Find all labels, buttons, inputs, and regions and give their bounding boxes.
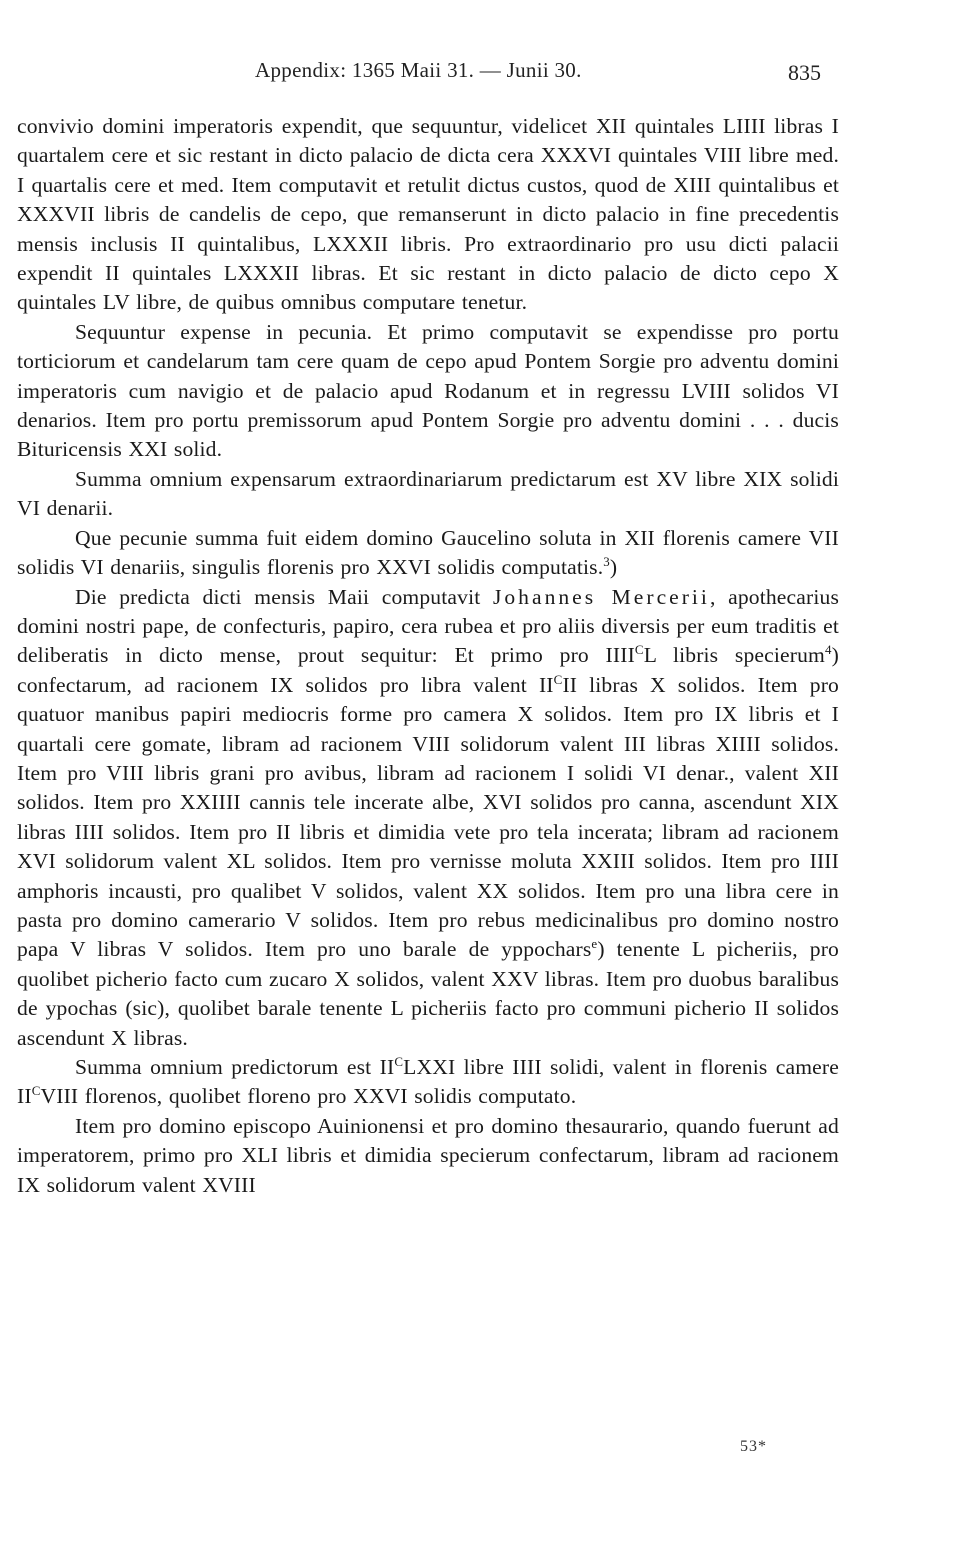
paragraph-1: convivio domini imperatoris expendit, que sequuntur, videlicet XII quintales LIIII libras I quartalem cere et sic restant in dicto palacio de dicta cera XXXVI quintales VIII libre med. I quartalis cere et med. Item computavit et retulit dictus custos, quod de XIII quintalibus et XXXVII libris de candelis de cepo, que remanserunt in dicto palacio in fine precedentis mensis inclusis II quintalibus, LXXXII libris. Pro extraordinario pro usu dicti palacii expendit II quintales LXXXII libras. Et sic restant in dicto palacio de dicto cepo X quintales LV libre, de quibus omnibus computare tenetur. xyxy=(17,114,839,315)
p6-b: LXXI libre IIII solidi, valent in florenis camere II xyxy=(17,1055,839,1109)
sup-c-2: C xyxy=(553,671,563,687)
sup-c-1: C xyxy=(634,642,644,658)
p5-b: , apothecarius domini nostri pape, de confecturis, papiro, cera rubea et pro aliis diversis per eum traditis et deliberatis in dicto mense, prout sequitur: Et primo pro IIII xyxy=(17,584,839,668)
p5-e: II libras X solidos. Item pro quatuor manibus papiri mediocris forme pro camera X solidos. Item pro IX libris et I quartali cere gomate, libram ad racionem VIII solidorum valent III libras XIIII solidos. Item pro VIII libris grani pro avibus, libram ad racionem I solidi VI denar., valent XII solidos. Item pro XXIIII cannis tele incerate albe, XVI solidos pro canna, ascendunt XIX libras IIII solidos. Item pro II libris et dimidia vete pro tela incerata; libram ad racionem XVI solidorum valent XL solidos. Item pro vernisse moluta XXIII solidos. Item pro IIII amphoris incausti, pro qualibet V solidos, valent XX solidos. Item pro una libra cere in pasta pro domino camerario V solidos. Item pro rebus medicinalibus pro domino nostro papa V libras V solidos. Item pro uno barale de yppochars xyxy=(17,672,839,962)
running-head: Appendix: 1365 Maii 31. — Junii 30. xyxy=(255,58,582,82)
signature-mark: 53* xyxy=(740,1438,767,1455)
p5-c: L libris specierum xyxy=(643,643,826,668)
person-name: Johannes Mercerii xyxy=(492,584,710,609)
paragraph-3: Summa omnium expensarum extraordinariarum predictarum est XV libre XIX solidi VI denarii. xyxy=(17,466,839,521)
paragraph-4 xyxy=(17,524,839,583)
p6-a: Summa omnium predictorum est II xyxy=(75,1055,395,1079)
sup-c-3: C xyxy=(394,1053,404,1069)
footnote-ref-e: e xyxy=(591,936,598,952)
body-text xyxy=(17,112,839,1200)
paragraph-2: Sequuntur expense in pecunia. Et primo computavit se expendisse pro portu torticiorum et candelarum tam cere quam de cepo apud Pontem Sorgie pro adventu domini imperatoris cum navigio et de palacio apud Rodanum et in regressu LVIII solidos VI denarios. Item pro portu premissorum apud Pontem Sorgie pro adventu domini . . . ducis Bituricensis XXI solid. xyxy=(17,319,839,462)
footnote-ref-3: 3 xyxy=(603,553,610,569)
paragraph-6 xyxy=(17,1053,839,1112)
p5-d: ) confectarum, ad racionem IX solidos pro libra valent II xyxy=(17,643,839,697)
paragraph-5 xyxy=(17,583,839,1054)
page-number: 835 xyxy=(788,60,821,85)
p5-f: ) tenente L picheriis, pro quolibet picherio facto cum zucaro X solidos, valent XXV libras. Item pro duobus baralibus de ypochas (sic), quolibet barale tenente L picheriis facto pro communi picherio II solidos ascendunt X libras. xyxy=(17,937,839,1050)
sup-c-4: C xyxy=(31,1083,41,1099)
paragraph-7: Item pro domino episcopo Auinionensi et pro domino thesaurario, quando fuerunt ad imperatorem, primo pro XLI libris et dimidia specierum confectarum, libram ad racionem IX solidorum valent XVIII xyxy=(17,1113,839,1197)
footnote-ref-4: 4 xyxy=(825,642,832,658)
paragraph-4-text: Que pecunie summa fuit eidem domino Gaucelino soluta in XII florenis camere VII solidis VI denariis, singulis florenis pro XXVI solidis computatis. xyxy=(17,525,839,580)
paragraph-4-close: ) xyxy=(609,555,618,580)
p6-c: VIII florenos, quolibet floreno pro XXVI solidis computato. xyxy=(40,1084,577,1109)
p5-a: Die predicta dicti mensis Maii computavit xyxy=(75,584,493,609)
